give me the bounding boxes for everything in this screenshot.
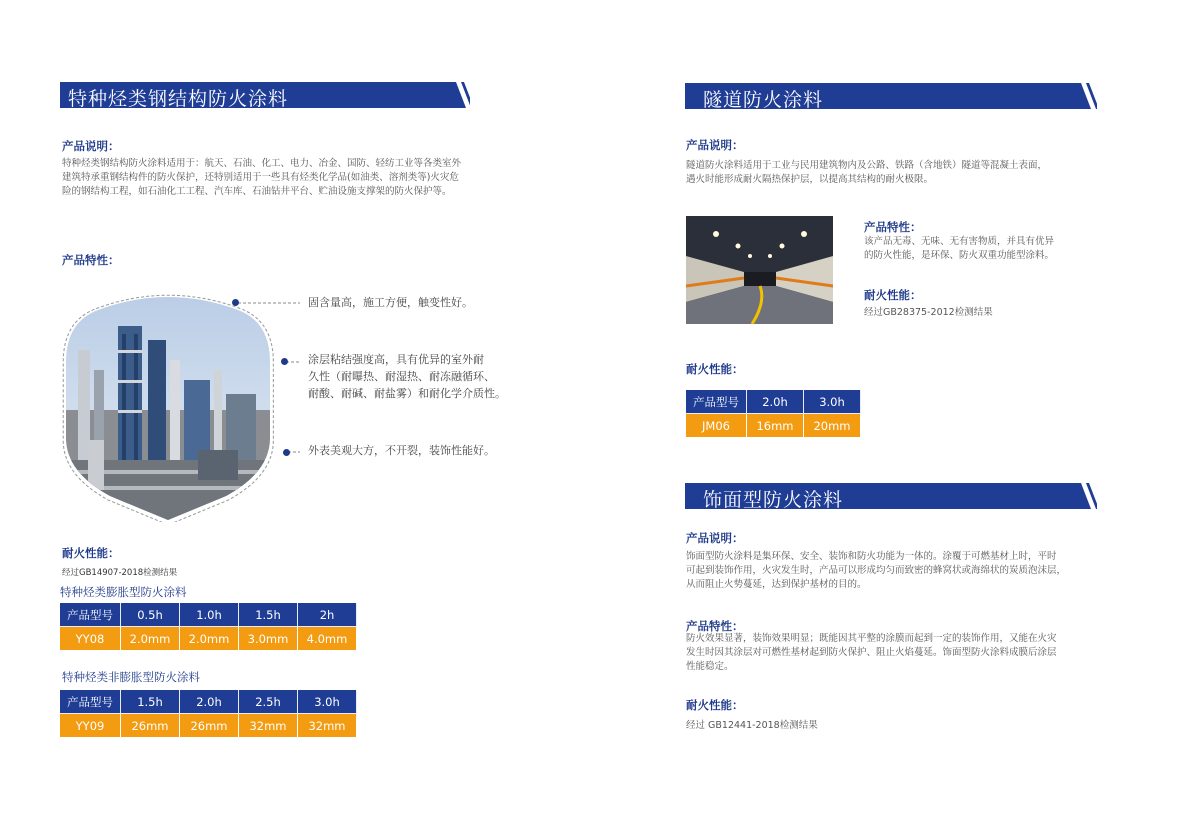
table2-caption: 特种烃类非膨胀型防火涂料 <box>62 670 200 684</box>
tunnel-desc-heading: 产品说明： <box>686 138 744 152</box>
feature-item <box>308 294 473 311</box>
tunnel-feature-line: 该产品无毒、无味、无有害物质，并具有优异 <box>864 236 1055 247</box>
left-desc-heading: 产品说明： <box>62 139 120 153</box>
feature-line: 久性（耐曝热、耐湿热、耐冻融循环、 <box>308 370 495 383</box>
table-cell: YY09 <box>60 714 121 737</box>
decor-desc-heading: 产品说明： <box>686 531 744 545</box>
table-header-cell: 0.5h <box>121 603 180 627</box>
decor-title-banner <box>685 483 1097 509</box>
left-feature-heading: 产品特性： <box>62 253 120 267</box>
feature-item <box>308 351 506 402</box>
table-header-cell: 3.0h <box>804 390 861 414</box>
table-header-cell: 1.5h <box>121 690 180 714</box>
tunnel-desc-line: 遇火时能形成耐火隔热保护层，以提高其结构的耐火极限。 <box>686 174 934 185</box>
left-fire-note: 经过GB14907-2018检测结果 <box>62 568 178 578</box>
left-desc-line: 险的钢结构工程，如石油化工工程、汽车库、石油钻井平台、贮油设施支撑架的防火保护等。 <box>62 186 452 197</box>
tunnel-table-heading: 耐火性能： <box>686 362 744 376</box>
table-cell: 2.0mm <box>180 627 239 650</box>
tunnel-feature-line: 的防火性能，是环保、防火双重功能型涂料。 <box>864 250 1055 261</box>
table-header-cell: 1.0h <box>180 603 239 627</box>
fire-table-jm06 <box>686 390 861 437</box>
feature-line: 外表美观大方，不开裂，装饰性能好。 <box>308 444 495 457</box>
table-header-cell: 产品型号 <box>60 690 121 714</box>
left-fire-heading: 耐火性能： <box>62 546 120 560</box>
table-cell: 32mm <box>298 714 357 737</box>
tunnel-feature-text <box>864 235 1054 263</box>
left-page-title: 特种烃类钢结构防火涂料 <box>68 88 289 110</box>
tunnel-title: 隧道防火涂料 <box>703 89 824 111</box>
decor-desc-line: 饰面型防火涂料是集环保、安全、装饰和防火功能为一体的。涂覆于可燃基材上时，平时 <box>686 551 1057 562</box>
table-cell: 3.0mm <box>239 627 298 650</box>
decor-feature-heading: 产品特性： <box>686 619 744 633</box>
tunnel-title-banner <box>685 83 1097 109</box>
table1-caption: 特种烃类膨胀型防火涂料 <box>60 585 187 599</box>
feature-bullet <box>283 449 290 456</box>
feature-item <box>308 442 495 459</box>
table-cell: 32mm <box>239 714 298 737</box>
table-header-cell: 3.0h <box>298 690 357 714</box>
feature-callout-lines <box>230 296 302 460</box>
decor-desc-text <box>686 550 1066 592</box>
table-header-cell: 1.5h <box>239 603 298 627</box>
decor-title: 饰面型防火涂料 <box>703 489 844 511</box>
left-desc-line: 特种烃类钢结构防火涂料适用于：航天、石油、化工、电力、冶金、国防、轻纺工业等各类室外 <box>62 158 462 169</box>
table-cell: 20mm <box>804 414 861 437</box>
feature-line: 耐酸、耐碱、耐盐雾）和耐化学介质性。 <box>308 387 506 400</box>
fire-table-yy09 <box>60 690 357 737</box>
table-cell: YY08 <box>60 627 121 650</box>
left-desc-text <box>62 157 461 199</box>
left-title-banner <box>60 82 470 108</box>
table-header-cell: 2.0h <box>747 390 804 414</box>
table-header-cell: 2.0h <box>180 690 239 714</box>
table-header-cell: 2.5h <box>239 690 298 714</box>
decor-fire-heading: 耐火性能： <box>686 698 744 712</box>
table-cell: 2.0mm <box>121 627 180 650</box>
decor-feature-line: 发生时因其涂层对可燃性基材起到防火保护、阻止火焰蔓延。饰面型防火涂料成膜后涂层 <box>686 647 1057 658</box>
tunnel-fire-note: 经过GB28375-2012检测结果 <box>864 307 993 318</box>
decor-fire-note: 经过 GB12441-2018检测结果 <box>686 720 818 731</box>
tunnel-desc-text <box>686 159 1047 187</box>
decor-desc-line: 可起到装饰作用，火灾发生时，产品可以形成均匀而致密的蜂窝状或海绵状的炭质泡沫层， <box>686 565 1067 576</box>
tunnel-desc-line: 隧道防火涂料适用于工业与民用建筑物内及公路、铁路（含地铁）隧道等混凝土表面， <box>686 160 1048 171</box>
tunnel-feature-heading: 产品特性： <box>864 220 922 234</box>
tunnel-photo <box>686 216 833 324</box>
feature-line: 涂层粘结强度高，具有优异的室外耐 <box>308 353 484 366</box>
feature-bullet <box>232 299 239 306</box>
decor-feature-line: 性能稳定。 <box>686 661 734 672</box>
table-cell: 4.0mm <box>298 627 357 650</box>
feature-line: 固含量高，施工方便，触变性好。 <box>308 296 473 309</box>
tunnel-fire-heading: 耐火性能： <box>864 288 922 302</box>
table-cell: 16mm <box>747 414 804 437</box>
table-cell: 26mm <box>180 714 239 737</box>
decor-feature-line: 防火效果显著，装饰效果明显；既能因其平整的涂膜而起到一定的装饰作用，又能在火灾 <box>686 633 1057 644</box>
left-desc-line: 建筑特承重钢结构件的防火保护，还特别适用于一些具有烃类化学品(如油类、溶剂类等)火灾危 <box>62 172 459 183</box>
table-header-cell: 产品型号 <box>686 390 747 414</box>
decor-feature-text <box>686 632 1057 674</box>
table-cell: JM06 <box>686 414 747 437</box>
table-header-cell: 2h <box>298 603 357 627</box>
fire-table-yy08 <box>60 603 357 650</box>
table-header-cell: 产品型号 <box>60 603 121 627</box>
decor-desc-line: 从而阻止火势蔓延，达到保护基材的目的。 <box>686 579 867 590</box>
feature-bullet <box>281 358 288 365</box>
table-cell: 26mm <box>121 714 180 737</box>
